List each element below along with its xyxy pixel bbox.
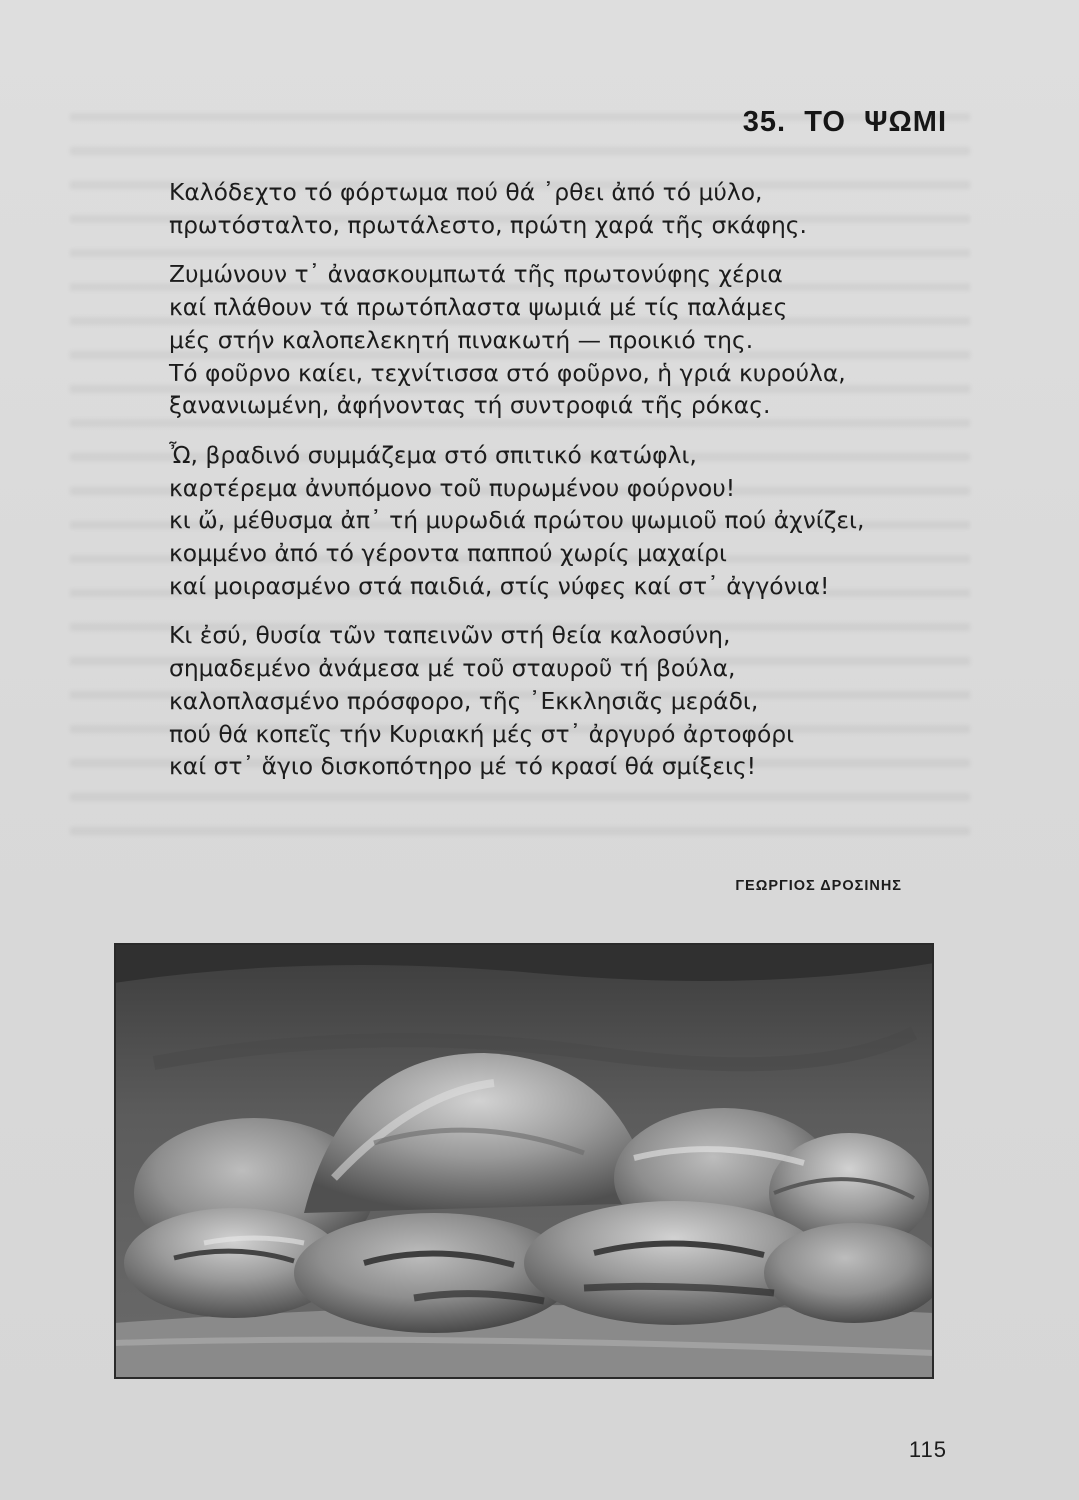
poem-line: Κι ἐσύ, θυσία τῶν ταπεινῶν στή θεία καλοσύνη, [169, 621, 731, 650]
poem-stanza [169, 439, 959, 603]
author-signature: ΓΕΩΡΓΙΟΣ ΔΡΟΣΙΝΗΣ [735, 878, 902, 894]
poem-body [169, 176, 959, 800]
poem-stanza [169, 258, 959, 422]
poem-line: Ὦ, βραδινό συμμάζεμα στό σπιτικό κατώφλι, [169, 440, 697, 469]
poem-line: καί πλάθουν τά πρωτόπλαστα ψωμιά μέ τίς παλάμες [169, 293, 788, 322]
poem-line: ξανανιωμένη, ἀφήνοντας τή συντροφιά τῆς ρόκας. [169, 391, 771, 420]
bread-illustration [114, 943, 934, 1379]
poem-line: καί μοιρασμένο στά παιδιά, στίς νύφες καί στ᾽ ἀγγόνια! [169, 571, 830, 600]
poem-line: καρτέρεμα ἀνυπόμονο τοῦ πυρωμένου φούρνου! [169, 473, 736, 502]
poem-line: καλοπλασμένο πρόσφορο, τῆς ᾽Εκκλησιᾶς μεράδι, [169, 686, 759, 715]
poem-line: κομμένο ἀπό τό γέροντα παππού χωρίς μαχαίρι [169, 539, 727, 568]
poem-stanza [169, 176, 959, 241]
poem-line: μές στήν καλοπελεκητή πινακωτή — προικιό της. [169, 325, 754, 354]
poem-line: Καλόδεχτο τό φόρτωμα πού θά ᾽ρθει ἀπό τό μύλο, [169, 178, 763, 206]
poem-line: καί στ᾽ ἅγιο δισκοπότηρο μέ τό κρασί θά σμίξεις! [169, 752, 757, 781]
bread-painting [114, 943, 934, 1379]
poem-line: πρωτόσταλτο, πρωτάλεστο, πρώτη χαρά τῆς σκάφης. [169, 210, 807, 239]
poem-line: Τό φοῦρνο καίει, τεχνίτισσα στό φοῦρνο, ἡ γριά κυρούλα, [169, 358, 846, 387]
poem-line: σημαδεμένο ἀνάμεσα μέ τοῦ σταυροῦ τή βούλα, [169, 654, 736, 683]
poem-line: κι ὤ, μέθυσμα ἀπ᾽ τή μυρωδιά πρώτου ψωμιοῦ πού ἀχνίζει, [169, 506, 865, 535]
poem-line: Ζυμώνουν τ᾽ ἀνασκουμπωτά τῆς πρωτονύφης χέρια [169, 260, 783, 289]
chapter-title: 35. ΤΟ ΨΩΜΙ [742, 106, 947, 138]
poem-line: πού θά κοπεῖς τήν Κυριακή μές στ᾽ ἀργυρό ἀρτοφόρι [169, 719, 795, 748]
poem-stanza [169, 619, 959, 783]
page-number: 115 [908, 1437, 947, 1462]
